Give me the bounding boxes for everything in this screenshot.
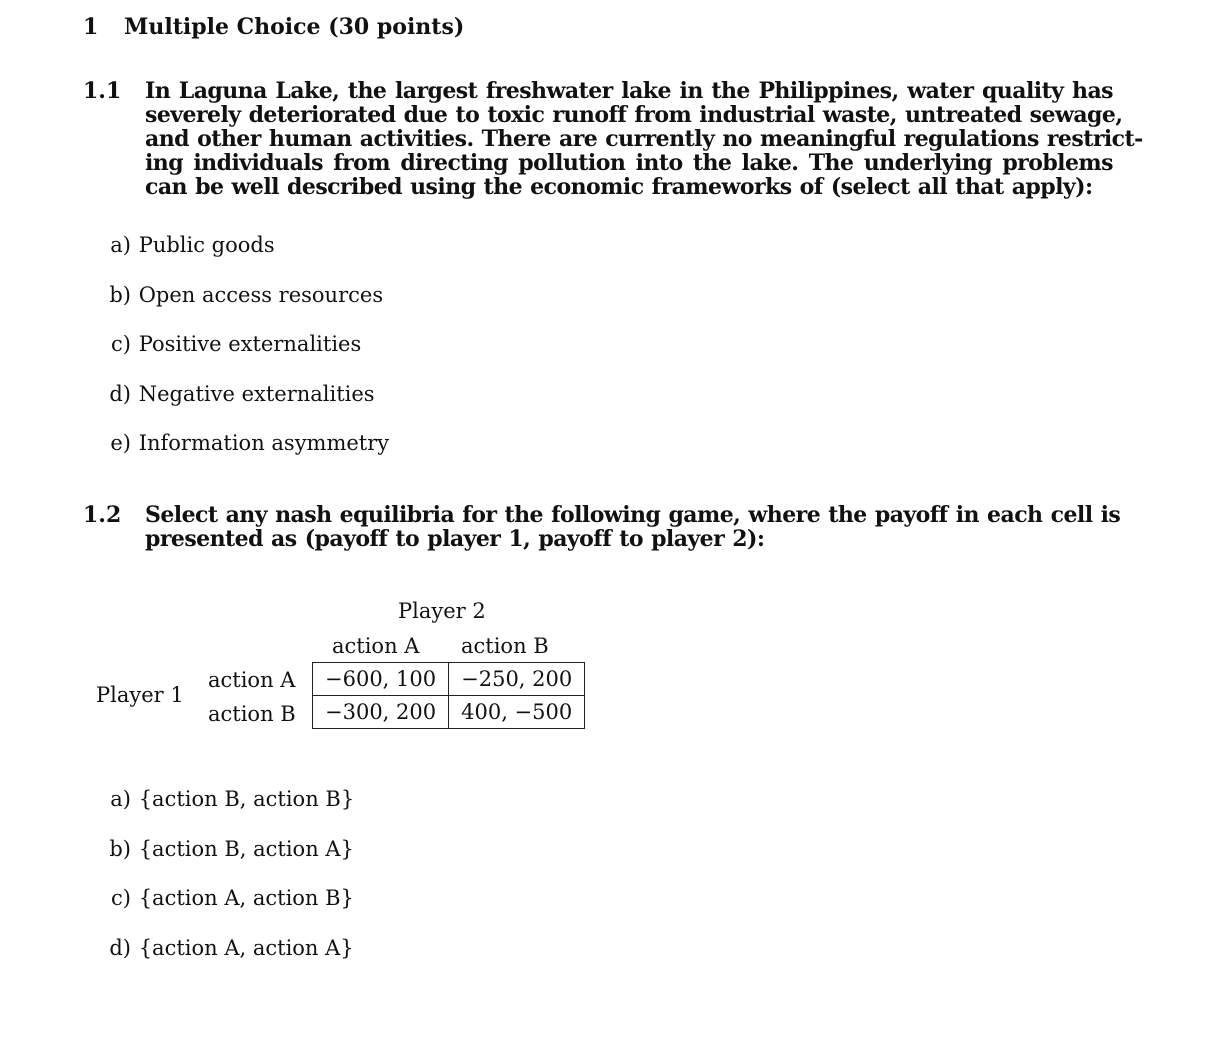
option-label: c) (111, 332, 131, 356)
option-label: c) (111, 886, 131, 910)
table-row (313, 663, 585, 696)
option-1-2-b[interactable] (97, 837, 354, 861)
column-header-action-a: action A (332, 634, 420, 658)
option-1-2-c[interactable] (97, 886, 354, 910)
payoff-cell: −600, 100 (313, 663, 449, 696)
option-text: {action A, action A} (138, 936, 354, 960)
option-1-2-d[interactable] (97, 936, 354, 960)
option-text: Information asymmetry (138, 431, 390, 455)
row-player-label: Player 1 (96, 683, 184, 707)
column-header-action-b: action B (461, 634, 549, 658)
question-text-line: severely deteriorated due to toxic runoff from industrial waste, untreated sewage, (145, 102, 1123, 128)
option-1-1-d[interactable] (97, 382, 375, 406)
question-text-line: In Laguna Lake, the largest freshwater lake in the Philippines, water quality has (145, 78, 1113, 104)
option-text: Positive externalities (138, 332, 362, 356)
row-header-action-b: action B (208, 702, 296, 726)
option-label: a) (110, 233, 131, 257)
option-1-1-e[interactable] (97, 431, 389, 455)
payoff-matrix (312, 662, 585, 729)
payoff-cell: 400, −500 (449, 696, 585, 729)
question-text-line: ing individuals from directing pollution into the lake. The underlying problems (145, 150, 1113, 176)
option-label: b) (109, 837, 131, 861)
option-1-1-c[interactable] (97, 332, 361, 356)
option-text: {action B, action B} (138, 787, 355, 811)
option-label: b) (109, 283, 131, 307)
option-text: {action A, action B} (138, 886, 354, 910)
option-label: e) (110, 431, 131, 455)
question-1-2-number: 1.2 (83, 502, 122, 528)
column-player-label: Player 2 (398, 599, 486, 623)
option-label: d) (109, 936, 131, 960)
row-header-action-a: action A (208, 668, 296, 692)
question-text-line: can be well described using the economic frameworks of (select all that apply): (145, 174, 1093, 200)
option-text: Negative externalities (138, 382, 375, 406)
question-1-1-number: 1.1 (83, 78, 122, 104)
question-text-line: presented as (payoff to player 1, payoff to player 2): (145, 526, 765, 552)
option-1-1-a[interactable] (97, 233, 275, 257)
option-1-1-b[interactable] (97, 283, 383, 307)
option-label: d) (109, 382, 131, 406)
section-title: Multiple Choice (30 points) (124, 14, 465, 40)
option-label: a) (110, 787, 131, 811)
question-1-2-text (145, 502, 1121, 552)
option-text: {action B, action A} (138, 837, 354, 861)
table-row (313, 696, 585, 729)
payoff-cell: −300, 200 (313, 696, 449, 729)
question-text-line: and other human activities. There are currently no meaningful regulations restrict- (145, 126, 1143, 152)
question-text-line: Select any nash equilibria for the following game, where the payoff in each cell is (145, 502, 1121, 528)
option-text: Open access resources (138, 283, 384, 307)
option-1-2-a[interactable] (97, 787, 354, 811)
payoff-cell: −250, 200 (449, 663, 585, 696)
option-text: Public goods (138, 233, 275, 257)
question-1-1-text (145, 78, 1143, 200)
section-number: 1 (83, 14, 99, 40)
